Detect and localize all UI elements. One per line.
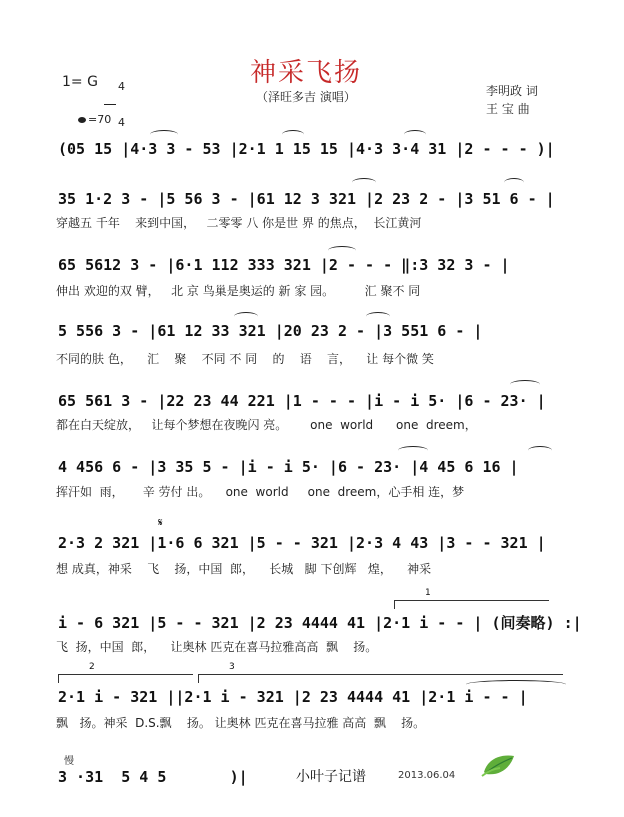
system-9-lyrics: 飘 扬。神采 D.S.飘 扬。 让奥林 匹克在喜马拉雅 高高 飘 扬。	[56, 716, 426, 730]
composer: 王 宝 曲	[486, 102, 530, 116]
tie-mark	[352, 178, 376, 187]
system-7-lyrics: 想 成真，神采 飞 扬，中国 郎， 长城 脚 下创辉 煌， 神采	[56, 562, 432, 576]
system-5-lyrics: 都在白天绽放， 让每个梦想在夜晚闪 亮。 one world one dreem，	[56, 418, 477, 432]
transcription-date: 2013.06.04	[398, 770, 456, 781]
system-7-notes: 2·3 2 321 |1·6 6 321 |5 - - 321 |2·3 4 43 |3 - - 321 |	[58, 534, 546, 552]
system-6-lyrics: 挥汗如 雨， 辛 劳付 出。 one world one dreem，心手相 连，梦	[56, 485, 465, 499]
leaf-icon	[480, 752, 518, 778]
tie-mark	[234, 312, 258, 321]
first-ending-bracket: 1	[394, 600, 549, 609]
system-8-lyrics: 飞 扬，中国 郎， 让奥林 匹克在喜马拉雅高高 飘 扬。	[56, 640, 378, 654]
quarter-note-icon	[78, 117, 86, 123]
tie-mark	[466, 680, 566, 689]
tie-mark	[398, 446, 428, 455]
system-9-notes: 2·1 i - 321 ||2·1 i - 321 |2 23 4444 41 |2·1 i - - |	[58, 688, 528, 706]
system-6-notes: 4 456 6 - |3 35 5 - |i - i 5· |6 - 23· |4 45 6 16 |	[58, 458, 519, 476]
tempo-value: =70	[88, 113, 112, 126]
system-5-notes: 65 561 3 - |22 23 44 221 |1 - - - |i - i 5· |6 - 23· |	[58, 392, 546, 410]
meter-top: 4	[118, 80, 125, 93]
tie-mark	[282, 130, 304, 139]
tempo-marking	[64, 100, 111, 139]
system-2-notes: 35 1·2 3 - |5 56 3 - |61 12 3 321 |2 23 2 - |3 51 6 - |	[58, 190, 555, 208]
meter-bottom: 4	[118, 116, 125, 129]
segno-icon: 𝄋	[158, 516, 163, 529]
tie-mark	[150, 130, 178, 139]
transcriber-signature: 小叶子记谱	[296, 769, 366, 785]
system-8-notes: i - 6 321 |5 - - 321 |2 23 4444 41 |2·1 i - - | (间奏略) :|	[58, 614, 582, 632]
tie-mark	[504, 178, 524, 187]
third-ending-bracket: 3	[198, 674, 563, 683]
lyricist: 李明政 词	[486, 84, 538, 98]
tie-mark	[404, 130, 426, 139]
key-signature: 1= G	[62, 74, 98, 90]
system-4-lyrics: 不同的肤 色， 汇 聚 不同 不 同 的 语 言， 让 每个微 笑	[56, 352, 434, 366]
song-title: 神采飞扬	[250, 58, 363, 88]
tie-mark	[510, 380, 540, 389]
coda-notes: 3 ·31 5 4 5 )|	[58, 768, 248, 786]
performer-credit: （泽旺多吉 演唱）	[256, 90, 356, 104]
system-3-notes: 65 5612 3 - |6·1 112 333 321 |2 - - - ‖:3 32 3 - |	[58, 256, 510, 274]
system-1-notes: (05 15 |4·3 3 - 53 |2·1 1 15 15 |4·3 3·4 31 |2 - - - )|	[58, 140, 555, 158]
second-ending-bracket: 2	[58, 674, 193, 683]
tempo-slow-marking: 慢	[64, 756, 74, 767]
tie-mark	[366, 312, 390, 321]
system-2-lyrics: 穿越五 千年 来到中国， 二零零 八 你是世 界 的焦点， 长江黄河	[56, 216, 422, 230]
system-3-lyrics: 伸出 欢迎的双 臂， 北 京 鸟巢是奥运的 新 家 园。 汇 聚不 同	[56, 284, 421, 298]
tie-mark	[528, 446, 552, 455]
tie-mark	[328, 246, 356, 255]
system-4-notes: 5 556 3 - |61 12 33 321 |20 23 2 - |3 551 6 - |	[58, 322, 483, 340]
